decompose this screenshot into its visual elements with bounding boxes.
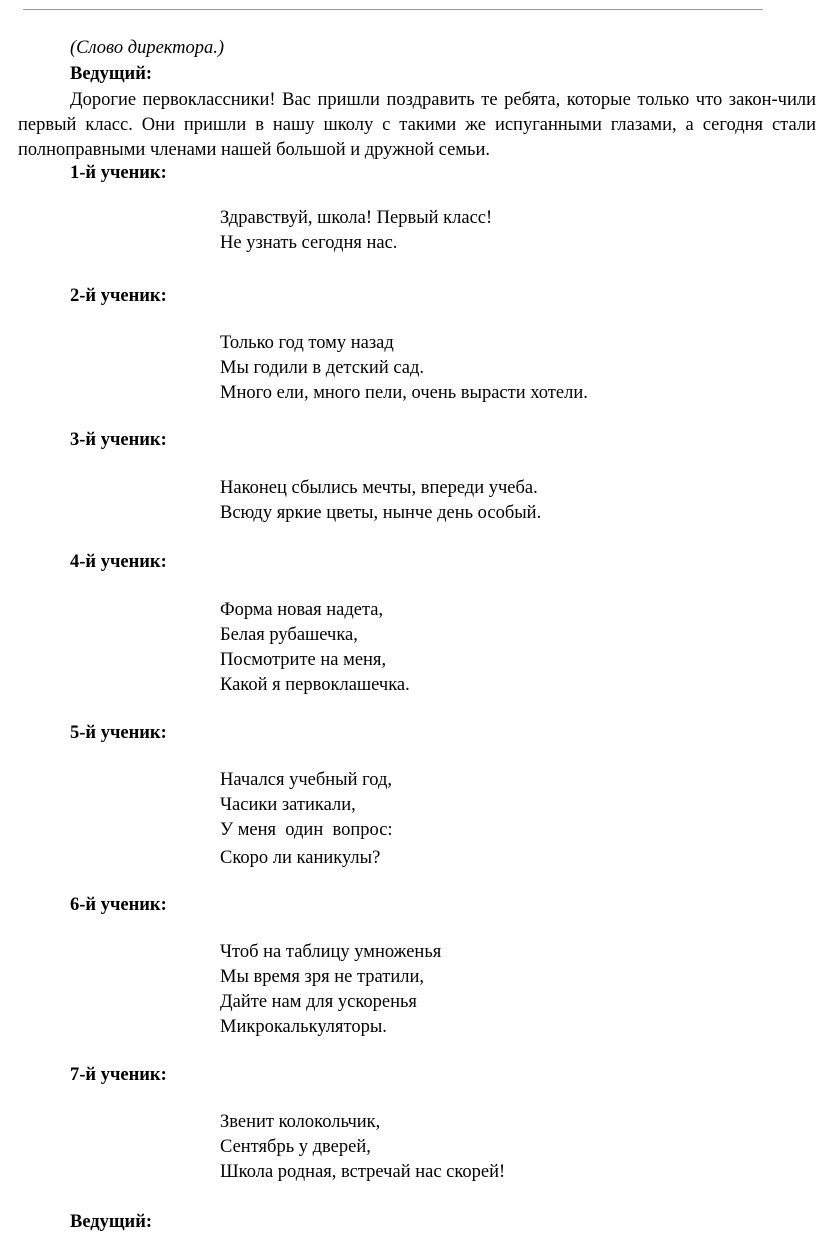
- verse-line: Много ели, много пели, очень вырасти хотели.: [220, 383, 588, 403]
- verse-block: [220, 331, 588, 406]
- verse-line: Чтоб на таблицу умноженья: [220, 942, 442, 962]
- verse-line: Мы время зря не тратили,: [220, 967, 425, 987]
- verse-block: [220, 598, 410, 698]
- verse-line: Школа родная, встречай нас скорей!: [220, 1162, 506, 1182]
- student-label: 4-й ученик:: [70, 552, 167, 572]
- verse-line: Только год тому назад: [220, 333, 394, 353]
- verse-line: Не узнать сегодня нас.: [220, 233, 398, 253]
- verse-line: Мы годили в детский сад.: [220, 358, 425, 378]
- verse-line: Белая рубашечка,: [220, 625, 358, 645]
- verse-line: Наконец сбылись мечты, впереди учеба.: [220, 478, 538, 498]
- closing-host-label: Ведущий:: [70, 1212, 153, 1232]
- student-label: 6-й ученик:: [70, 895, 167, 915]
- verse-line: Всюду яркие цветы, нынче день особый.: [220, 503, 542, 523]
- stage-direction: (Слово директора.): [70, 38, 225, 58]
- verse-line: Форма новая надета,: [220, 600, 384, 620]
- student-label: 1-й ученик:: [70, 163, 167, 183]
- verse-block: [220, 940, 441, 1040]
- host-speech: Дорогие первоклассники! Вас пришли поздравить те ребята, которые только что закон-чили первый класс. Они пришли в нашу школу с такими же испуганными глазами, а сегодня стали полноправными членами нашей большой и дружной семьи.: [18, 90, 816, 160]
- student-label: 2-й ученик:: [70, 286, 167, 306]
- verse-line: Звенит колокольчик,: [220, 1112, 381, 1132]
- student-label: 5-й ученик:: [70, 723, 167, 743]
- verse-line: У меня один вопрос:: [220, 820, 393, 840]
- host-label: Ведущий:: [70, 64, 153, 84]
- verse-line: Микрокалькуляторы.: [220, 1017, 387, 1037]
- verse-block: [220, 1110, 505, 1185]
- student-label: 7-й ученик:: [70, 1065, 167, 1085]
- verse-line: Часики затикали,: [220, 795, 356, 815]
- verse-block: [220, 476, 541, 526]
- verse-line: Посмотрите на меня,: [220, 650, 387, 670]
- verse-block: [220, 768, 393, 871]
- verse-block: [220, 206, 492, 256]
- verse-line: Какой я первоклашечка.: [220, 675, 410, 695]
- verse-line: Сентябрь у дверей,: [220, 1137, 371, 1157]
- verse-line: Здравствуй, школа! Первый класс!: [220, 208, 493, 228]
- verse-line: Дайте нам для ускоренья: [220, 992, 417, 1012]
- verse-line: Скоро ли каникулы?: [220, 848, 381, 868]
- top-rule: [23, 9, 763, 10]
- verse-line: Начался учебный год,: [220, 770, 393, 790]
- student-label: 3-й ученик:: [70, 430, 167, 450]
